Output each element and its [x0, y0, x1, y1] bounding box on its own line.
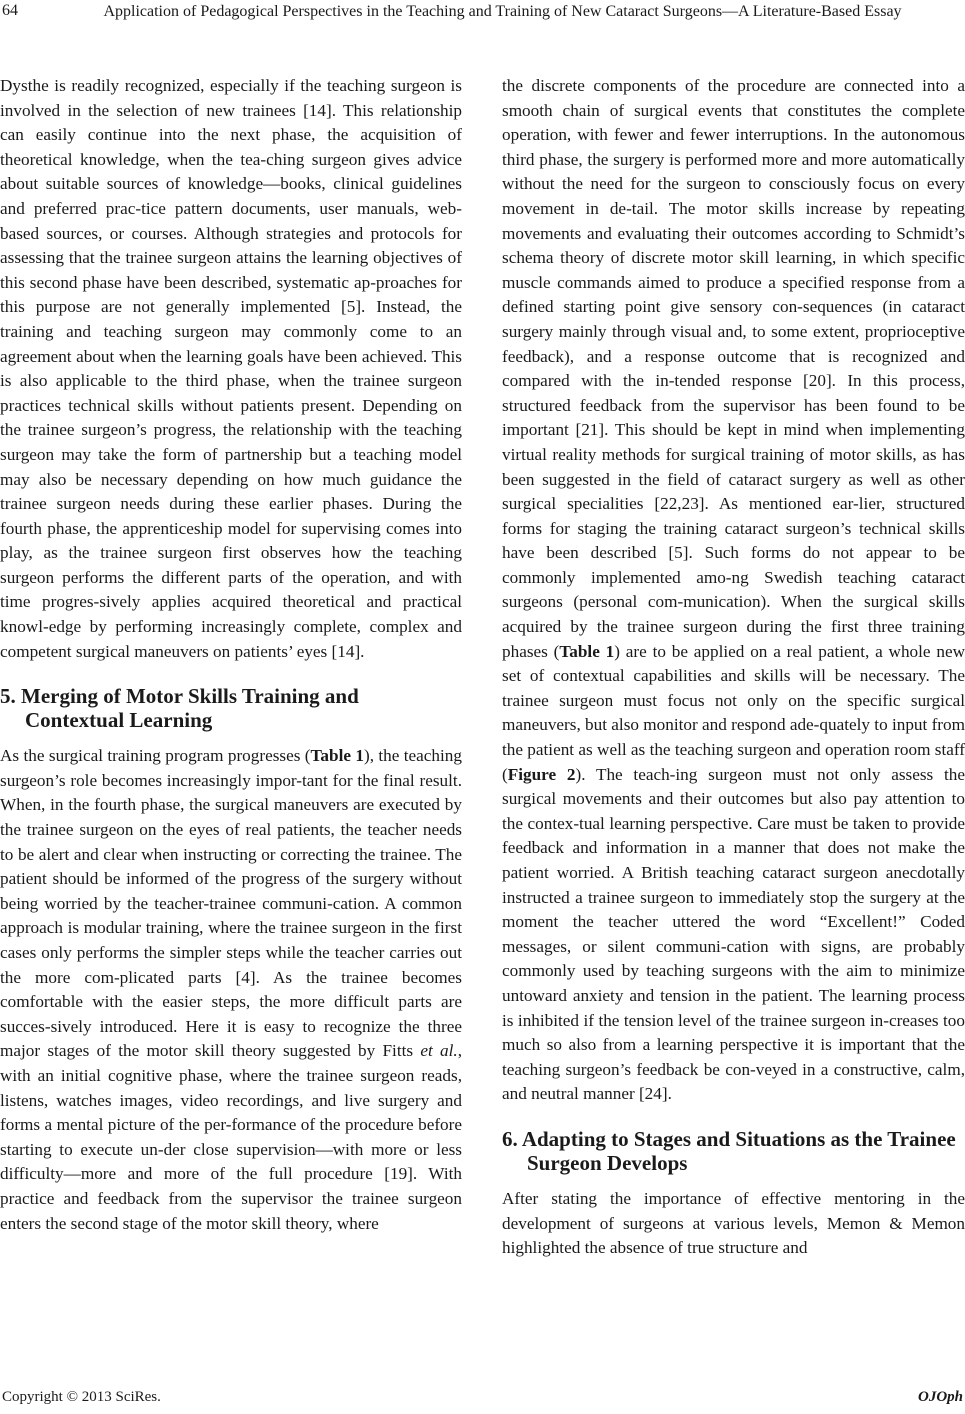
- paragraph: the discrete components of the procedure are connected into a smooth chain of surgical events that constitutes the complete operation, with fewer and fewer interruptions. In the autonomous third phase, the surgery is performed more and more automatically without the need for the surgeon to consciously focus on every movement in de-tail. The motor skills increase by repeating movements and evaluating their outcomes according to Schmidt’s schema theory of discrete motor skill learning, in which specific muscle commands aimed to produce a specified response from a defined starting point give sensory con-sequences (in cataract surgery mainly through visual and, to some extent, proprioceptive feedback), and a response outcome that is recognized and compared with the in-tended response [20]. In this process, structured feedback from the supervisor has been found to be important [21]. This should be kept in mind when implementing virtual reality methods for surgical training of motor skills, as has been suggested in the field of cataract surgery as well as other surgical specialities [22,23]. As mentioned ear-lier, structured forms for staging the training cataract surgeon’s technical skills have been described [5]. Such forms do not appear to be commonly implemented amo-ng Swedish teaching cataract surgeons (personal com-munication). When the surgical skills acquired by the trainee surgeon during the first three training phases (Table 1) are to be applied on a real patient, a whole new set of contextual capabilities and skills will be necessary. The trainee surgeon must focus not only on the specific surgical maneuvers, but also monitor and respond ade-quately to input from the patient as well as the teaching surgeon and operation room staff (Figure 2). The teach-ing surgeon must not only assess the surgical movements and their outcomes but also pay attention to the contex-tual learning perspective. Care must be taken to provide feedback and information in a manner that does not make the patient worried. A British teaching cataract surgeon anecdotally instructed a trainee surgeon to immediately stop the surgery at the moment the teacher uttered the word “Excellent!” Coded messages, or silent communi-cation with signs, are probably commonly used by teaching surgeons with the aim to minimize untoward anxiety and tension in the patient. The learning process is inhibited if the tension level of the trainee surgeon in-creases too much so also from a learning perspective it is important that the teaching surgeon’s feedback be con-veyed in a constructive, calm, and neutral manner [24].: [502, 76, 965, 1104]
- journal-abbrev: OJOph: [917, 1389, 963, 1405]
- paragraph: As the surgical training program progresses (Table 1), the teaching surgeon’s role becomes increasingly impor-tant for the final result. When, in the fourth phase, the surgical maneuvers are executed by the trainee surgeon on the eyes of real patients, the teacher needs to be alert and clear when instructing or correcting the trainee. The patient should be informed of the progress of the surgery without being worried by the teacher-trainee communi-cation. A common approach is modular training, where the trainee surgeon in the first cases only performs the simpler steps while the teacher carries out the more com-plicated parts [4]. As the trainee becomes comfortable with the easier steps, the more difficult parts are succes-sively introduced. Here it is easy to recognize the three major stages of the motor skill theory suggested by Fitts et al., with an initial cognitive phase, where the trainee surgeon reads, listens, watches images, video recordings, and live surgery and forms a mental picture of the per-formance of the procedure before starting to execute un-der close supervision—with more or less difficulty—more and more of the full procedure [19]. With practice and feedback from the supervisor the trainee surgeon enters the second stage of the motor skill theory, where: [0, 746, 462, 1233]
- table-reference[interactable]: Table 1: [310, 746, 364, 766]
- copyright-notice: Copyright © 2013 SciRes.: [2, 1389, 161, 1405]
- figure-reference[interactable]: Figure 2: [507, 764, 576, 784]
- paragraph: After stating the importance of effective mentoring in the development of surgeons at various levels, Memon & Memon highlighted the absence of true structure and: [502, 1188, 965, 1258]
- page-header: [0, 2, 965, 46]
- table-reference[interactable]: Table 1: [559, 641, 615, 661]
- page-number: 64: [2, 2, 18, 19]
- section-heading-6: 6. Adapting to Stages and Situations as the Trainee Surgeon Develops: [502, 1126, 956, 1175]
- left-column: [0, 74, 462, 1236]
- running-title: Application of Pedagogical Perspectives in the Teaching and Training of New Cataract Surgeons—A Literature-Based Essay: [103, 3, 902, 20]
- paragraph: Dysthe is readily recognized, especially if the teaching surgeon is involved in the selection of new trainees [14]. This relationship can easily continue into the next phase, the acquisition of theoretical knowledge, when the tea-ching surgeon gives advice about suitable sources of knowledge—books, clinical guidelines and preferred prac-tice pattern documents, user manuals, web-based sources, or courses. Although strategies and protocols for assessing that the trainee surgeon attains the learning objectives of this second phase have been described, systematic ap-proaches for this purpose are not generally implemented [5]. Instead, the training and teaching surgeon may commonly come to an agreement about when the learning goals have been achieved. This is also applicable to the third phase, when the trainee surgeon practices technical skills without patients present. Depending on the trainee surgeon’s progress, the relationship with the teaching surgeon may take the form of partnership but a teaching model may also be necessary depending on how much guidance the trainee surgeon needs during these earlier phases. During the fourth phase, the apprenticeship model for supervising comes into play, as the trainee surgeon first observes how the teaching surgeon performs the different parts of the operation, and with time progres-sively applies acquired theoretical and practical knowl-edge by performing increasingly complete, complex and competent surgical maneuvers on patients’ eyes [14].: [0, 76, 462, 661]
- right-column: [502, 74, 965, 1261]
- section-heading-5: 5. Merging of Motor Skills Training and Contextual Learning: [0, 684, 359, 733]
